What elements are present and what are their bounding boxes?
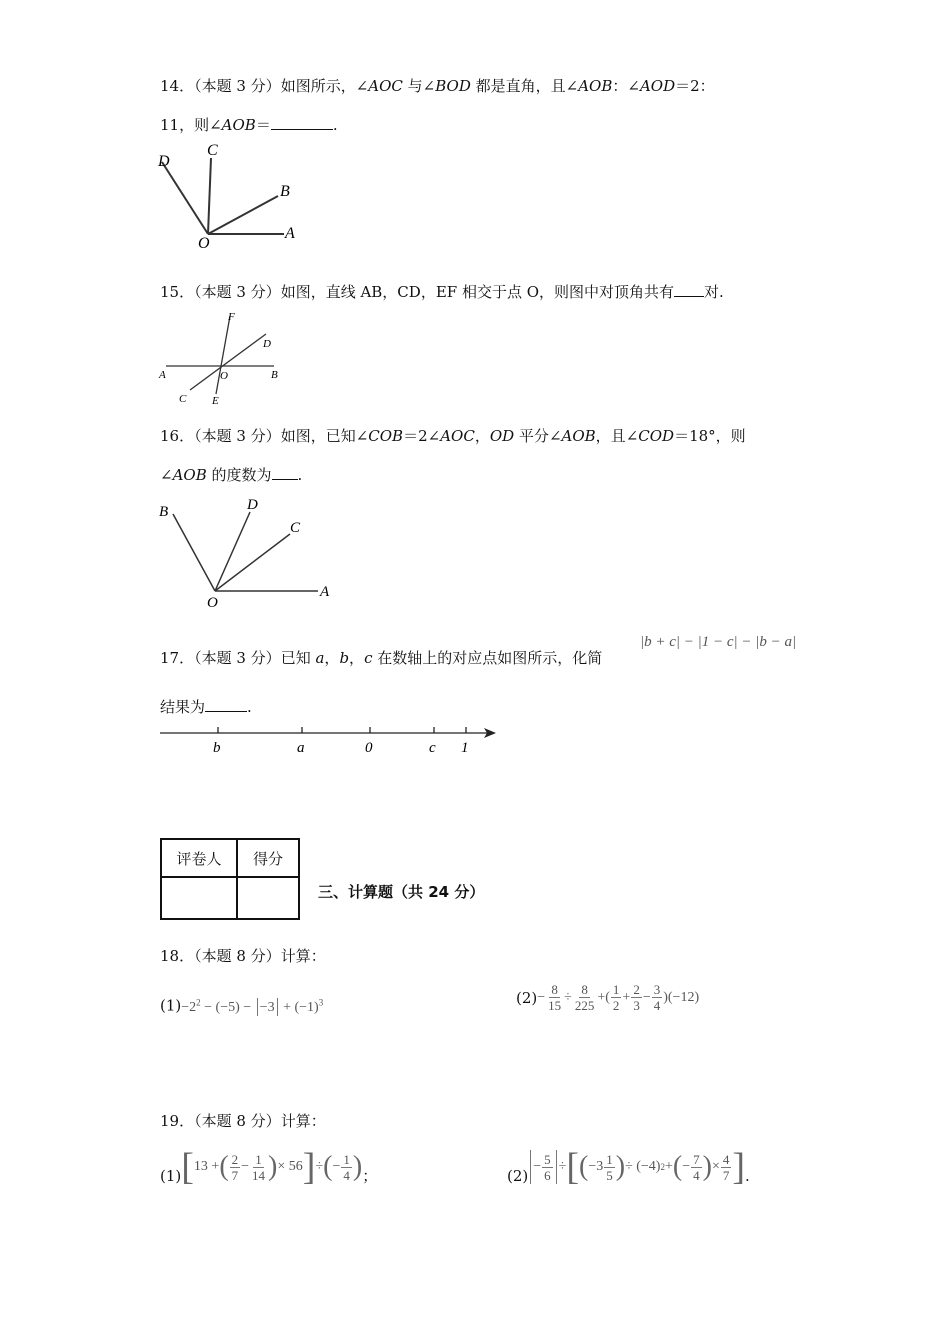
- svg-text:A: A: [320, 584, 330, 600]
- svg-text:E: E: [212, 395, 219, 407]
- label-d: D: [158, 153, 170, 170]
- q16-line2: ∠AOB 的度数为 .: [160, 466, 303, 484]
- svg-text:B: B: [271, 369, 278, 381]
- grader-header: 评卷人: [161, 839, 237, 877]
- svg-text:D: D: [247, 497, 258, 513]
- q17-line1: 17．（本题 3 分）已知 a，b，c 在数轴上的对应点如图所示，化简: [160, 649, 603, 667]
- score-cell[interactable]: [237, 877, 299, 919]
- svg-text:O: O: [220, 370, 228, 382]
- q15-line: 15．（本题 3 分）如图，直线 AB，CD，EF 相交于点 O，则图中对顶角共有 对.: [160, 283, 724, 301]
- q14-line1: 14．（本题 3 分）如图所示，∠AOC 与∠BOD 都是直角，且∠AOB：∠AOD＝2：: [160, 77, 715, 95]
- q15-figure: [150, 308, 290, 408]
- label-b: B: [280, 183, 290, 200]
- svg-text:C: C: [179, 393, 187, 405]
- label-a: A: [285, 225, 295, 242]
- number-line: [150, 722, 510, 762]
- answer-blank: [271, 115, 333, 130]
- q18-line: 18．（本题 8 分）计算：: [160, 947, 326, 965]
- q17-expression: |b + c| − |1 − c| − |b − a|: [640, 634, 797, 650]
- answer-blank: [205, 697, 247, 712]
- svg-text:1: 1: [461, 740, 469, 756]
- grader-cell[interactable]: [161, 877, 237, 919]
- svg-text:F: F: [228, 311, 235, 323]
- score-table: [160, 838, 300, 920]
- q14-figure: [150, 140, 310, 255]
- q19-part2: (2) − $\frac{5}{6}$ ÷ [ ( −3 $\frac{1}{5}$ ) ÷ (−4) 2 + ( − $\frac{7}{4}$ ) × $\frac{4}{7}$ ] .: [507, 1146, 750, 1188]
- svg-text:A: A: [159, 369, 166, 381]
- score-header: 得分: [237, 839, 299, 877]
- label-c: C: [207, 142, 218, 159]
- svg-text:0: 0: [365, 740, 373, 756]
- q16-figure: [150, 492, 340, 617]
- q17-line2: 结果为 .: [160, 698, 252, 716]
- q18-part2: (2) − $\frac{8}{15}$ ÷ $\frac{8}{225}$ +( $\frac{1}{2}$ + $\frac{2}{3}$ − $\frac{3}{4}$ )(−12): [516, 982, 700, 1013]
- svg-text:O: O: [207, 595, 218, 611]
- svg-text:a: a: [297, 740, 305, 756]
- svg-text:D: D: [263, 338, 271, 350]
- answer-blank: [674, 282, 704, 297]
- q19-part1: (1) [ 13 + ( $\frac{2}{7}$ − $\frac{1}{14}$ ) × 56 ] ÷ ( − $\frac{1}{4}$ ) ；: [160, 1146, 378, 1188]
- q18-part1: $(1)-2^2 - (-5) - -3 + (-1)^3$: [160, 996, 324, 1015]
- q14-line2: 11，则∠AOB＝ .: [160, 116, 338, 134]
- svg-text:B: B: [159, 504, 169, 520]
- section-title: 三、计算题（共 24 分）: [318, 883, 485, 901]
- answer-blank: [272, 465, 298, 480]
- svg-text:c: c: [429, 740, 436, 756]
- svg-text:b: b: [213, 740, 221, 756]
- svg-text:C: C: [290, 520, 301, 536]
- label-o: O: [198, 235, 210, 252]
- q19-line: 19．（本题 8 分）计算：: [160, 1112, 326, 1130]
- q16-line1: 16．（本题 3 分）如图，已知∠COB＝2∠AOC，OD 平分∠AOB，且∠COD＝18°，则: [160, 427, 746, 445]
